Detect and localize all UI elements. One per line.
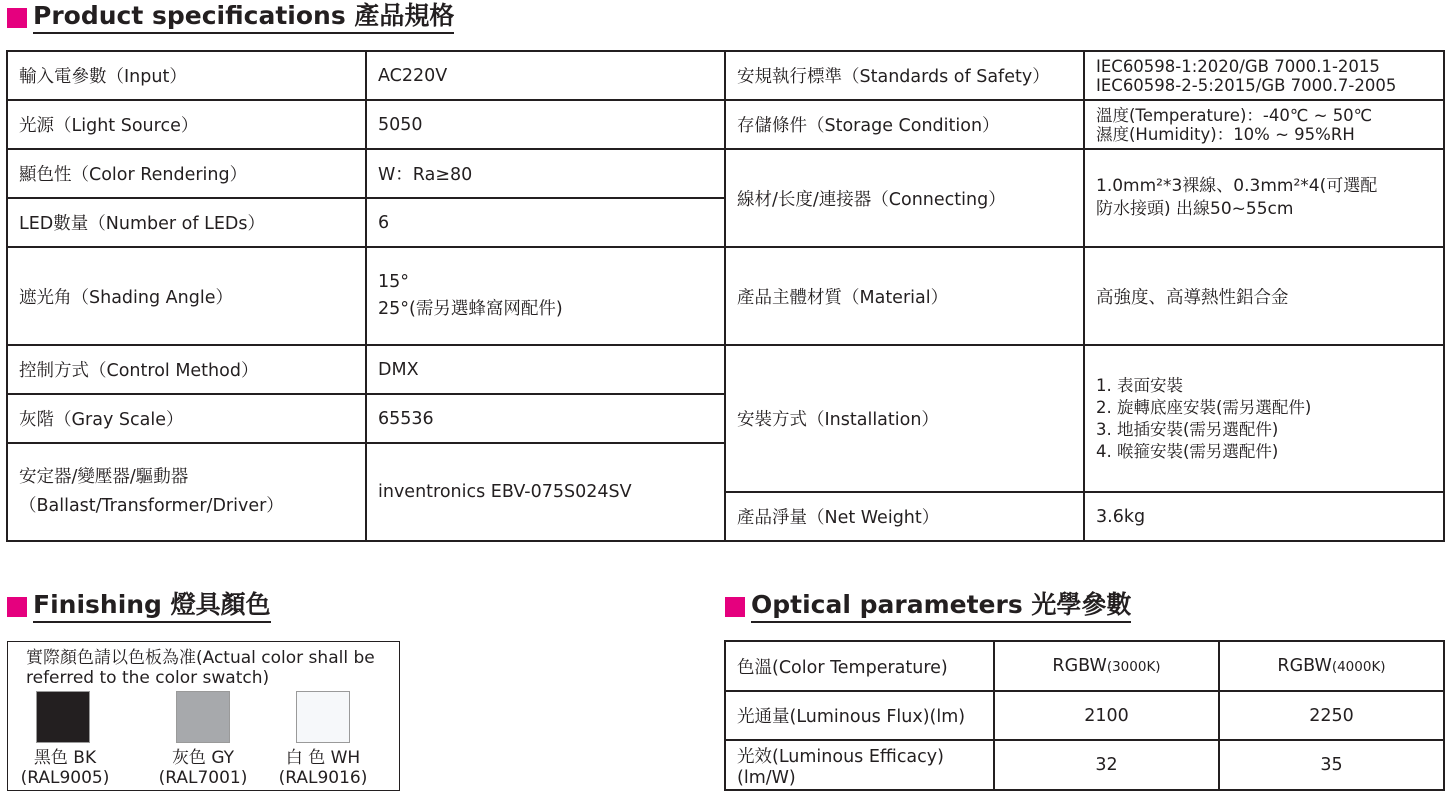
swatch-black-label: [5, 748, 125, 788]
table-row: [7, 149, 1444, 198]
material-label: 產品主體材質（Material）: [725, 247, 1084, 345]
storage-value: [1084, 100, 1444, 149]
finishing-note: 實際顏色請以色板為准(Actual color shall be referred to the color swatch): [26, 648, 375, 688]
table-row: [7, 51, 1444, 100]
driver-label-line: 安定器/變壓器/驅動器: [19, 467, 189, 487]
finishing-box: [7, 641, 400, 791]
control-label: 控制方式（Control Method）: [7, 345, 366, 394]
gray-scale-label: 灰階（Gray Scale）: [7, 394, 366, 443]
material-value: 高強度、高導熱性鋁合金: [1084, 247, 1444, 345]
optical-section-title: [725, 590, 1131, 623]
section-marker-icon: [7, 8, 27, 28]
color-rendering-label: 顯色性（Color Rendering）: [7, 149, 366, 198]
cct-unit: (4000K): [1331, 659, 1386, 675]
shading-value-line: 15°: [378, 272, 410, 292]
finishing-title-text: Finishing 燈具顏色: [33, 590, 271, 623]
connecting-value: [1084, 149, 1444, 247]
table-row: [7, 345, 1444, 394]
cct-unit: (3000K): [1106, 659, 1161, 675]
swatch-gray-label: [143, 748, 263, 788]
input-label: 輸入電參數（Input）: [7, 51, 366, 100]
light-source-value: 5050: [366, 100, 725, 149]
connecting-value-line: 防水接頭) 出線50~55cm: [1096, 199, 1294, 219]
flux-value-2: 2250: [1219, 691, 1444, 740]
optical-row-label: 色溫(Color Temperature): [725, 641, 994, 691]
driver-label: [7, 443, 366, 541]
swatch-code: (RAL7001): [158, 768, 248, 788]
specs-table: [6, 50, 1445, 542]
installation-value: [1084, 345, 1444, 492]
safety-value-line: IEC60598-2-5:2015/GB 7000.7-2005: [1096, 75, 1397, 95]
storage-value-line: 濕度(Humidity)：10% ~ 95%RH: [1096, 124, 1355, 144]
gray-scale-value: 65536: [366, 394, 725, 443]
input-value: AC220V: [366, 51, 725, 100]
swatch-white: [296, 691, 350, 743]
connecting-value-line: 1.0mm²*3裸線、0.3mm²*4(可選配: [1096, 176, 1378, 196]
shading-value-line: 25°(需另選蜂窩网配件): [378, 299, 563, 319]
weight-label: 產品淨量（Net Weight）: [725, 492, 1084, 541]
efficacy-value-2: 35: [1219, 740, 1444, 790]
swatch-code: (RAL9016): [278, 768, 368, 788]
control-value: DMX: [366, 345, 725, 394]
connecting-label: 線材/长度/連接器（Connecting）: [725, 149, 1084, 247]
efficacy-value-1: 32: [994, 740, 1219, 790]
shading-value: [366, 247, 725, 345]
flux-value-1: 2100: [994, 691, 1219, 740]
table-row: [725, 740, 1444, 790]
safety-value: [1084, 51, 1444, 100]
cct-text: RGBW: [1277, 656, 1332, 676]
shading-label: 遮光角（Shading Angle）: [7, 247, 366, 345]
cct-value-1: [994, 641, 1219, 691]
installation-line: 4. 喉箍安裝(需另選配件): [1096, 441, 1279, 461]
leds-value: 6: [366, 198, 725, 247]
section-marker-icon: [7, 597, 27, 617]
cct-value-2: [1219, 641, 1444, 691]
safety-value-line: IEC60598-1:2020/GB 7000.1-2015: [1096, 56, 1380, 76]
table-row: [725, 691, 1444, 740]
table-row: [725, 641, 1444, 691]
swatch-name: 灰色 GY: [171, 748, 235, 768]
light-source-label: 光源（Light Source）: [7, 100, 366, 149]
optical-row-label: 光通量(Luminous Flux)(lm): [725, 691, 994, 740]
weight-value: 3.6kg: [1084, 492, 1444, 541]
driver-value: inventronics EBV-075S024SV: [366, 443, 725, 541]
optical-row-label: 光效(Luminous Efficacy)(lm/W): [725, 740, 994, 790]
installation-line: 3. 地插安裝(需另選配件): [1096, 419, 1279, 439]
installation-label: 安裝方式（Installation）: [725, 345, 1084, 492]
storage-value-line: 溫度(Temperature)：-40℃ ~ 50℃: [1096, 105, 1373, 125]
driver-label-line: （Ballast/Transformer/Driver）: [19, 496, 284, 516]
specs-title-text: Product specifications 產品規格: [33, 1, 454, 34]
table-row: [7, 247, 1444, 345]
specs-section-title: [7, 1, 454, 34]
swatch-black: [36, 691, 90, 743]
swatch-name: 黑色 BK: [33, 748, 97, 768]
storage-label: 存儲條件（Storage Condition）: [725, 100, 1084, 149]
cct-text: RGBW: [1052, 656, 1107, 676]
color-rendering-value: W：Ra≥80: [366, 149, 725, 198]
leds-label: LED數量（Number of LEDs）: [7, 198, 366, 247]
installation-line: 1. 表面安裝: [1096, 375, 1183, 395]
table-row: [7, 100, 1444, 149]
swatch-white-label: [263, 748, 383, 788]
safety-label: 安規執行標準（Standards of Safety）: [725, 51, 1084, 100]
optical-table: [724, 640, 1445, 791]
section-marker-icon: [725, 597, 745, 617]
optical-title-text: Optical parameters 光學參數: [751, 590, 1131, 623]
finishing-section-title: [7, 590, 271, 623]
swatch-code: (RAL9005): [20, 768, 110, 788]
swatch-name: 白 色 WH: [285, 748, 361, 768]
installation-line: 2. 旋轉底座安裝(需另選配件): [1096, 397, 1312, 417]
swatch-gray: [176, 691, 230, 743]
